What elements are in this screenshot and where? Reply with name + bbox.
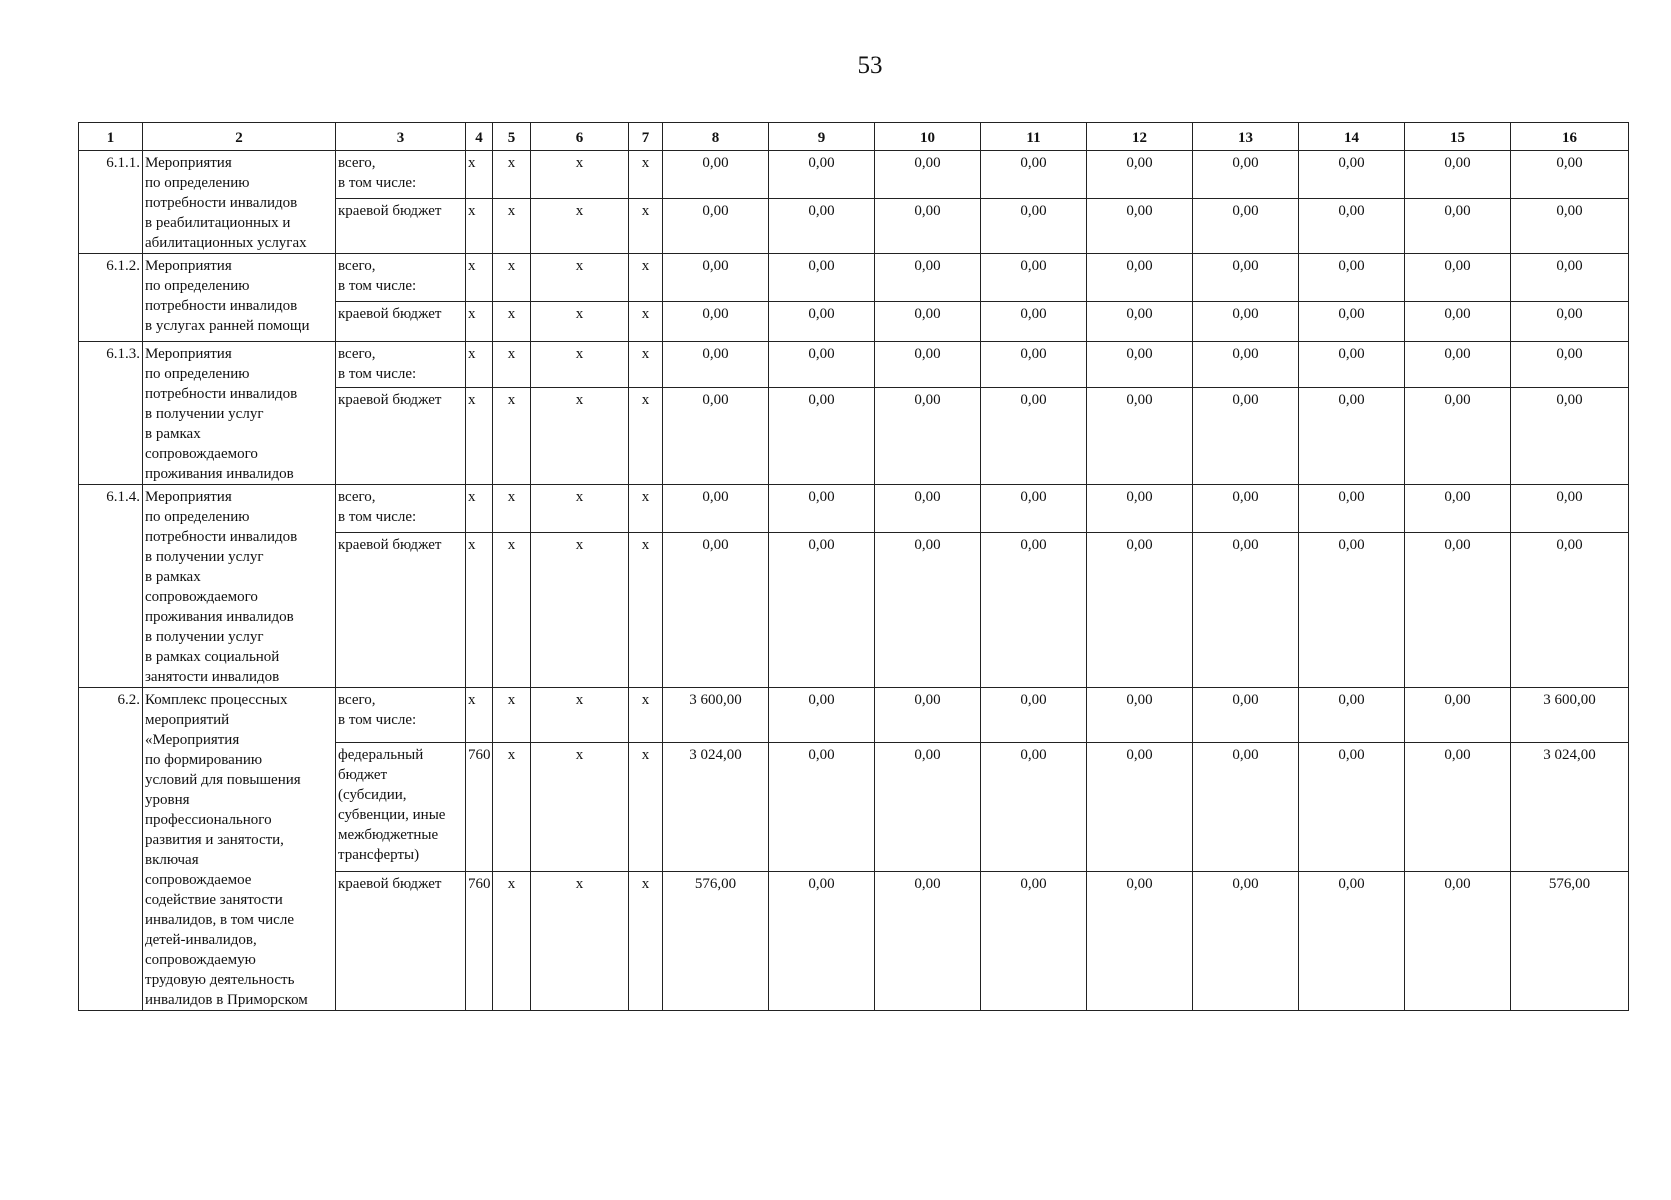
table-row xyxy=(79,688,1629,743)
amount-column-16: 0,00 xyxy=(1511,388,1629,485)
funding-source: всего, в том числе: xyxy=(336,151,466,199)
column-header-15: 15 xyxy=(1405,123,1511,151)
amount-column-10: 0,00 xyxy=(875,254,981,302)
amount-column-12: 0,00 xyxy=(1087,342,1193,388)
code-column-5: х xyxy=(493,388,531,485)
amount-column-13: 0,00 xyxy=(1193,151,1299,199)
column-header-13: 13 xyxy=(1193,123,1299,151)
column-number-row xyxy=(79,123,1629,151)
amount-column-16: 0,00 xyxy=(1511,342,1629,388)
amount-column-11: 0,00 xyxy=(981,302,1087,342)
code-column-6: х xyxy=(531,743,629,872)
amount-column-14: 0,00 xyxy=(1299,532,1405,687)
code-column-4: х xyxy=(466,485,493,533)
code-column-4: 760 xyxy=(466,743,493,872)
code-column-6: х xyxy=(531,342,629,388)
amount-column-9: 0,00 xyxy=(769,388,875,485)
amount-column-16: 0,00 xyxy=(1511,254,1629,302)
code-column-5: х xyxy=(493,532,531,687)
column-header-2: 2 xyxy=(143,123,336,151)
amount-column-11: 0,00 xyxy=(981,388,1087,485)
table-row xyxy=(79,485,1629,533)
amount-column-15: 0,00 xyxy=(1405,485,1511,533)
amount-column-9: 0,00 xyxy=(769,302,875,342)
amount-column-10: 0,00 xyxy=(875,743,981,872)
amount-column-9: 0,00 xyxy=(769,151,875,199)
amount-column-11: 0,00 xyxy=(981,198,1087,253)
code-column-6: х xyxy=(531,198,629,253)
column-header-8: 8 xyxy=(663,123,769,151)
amount-column-9: 0,00 xyxy=(769,871,875,1010)
amount-column-16: 0,00 xyxy=(1511,532,1629,687)
amount-column-9: 0,00 xyxy=(769,688,875,743)
code-column-6: х xyxy=(531,254,629,302)
amount-column-8: 0,00 xyxy=(663,342,769,388)
code-column-7: х xyxy=(629,485,663,533)
table-row xyxy=(79,254,1629,302)
amount-column-8: 3 600,00 xyxy=(663,688,769,743)
amount-column-15: 0,00 xyxy=(1405,532,1511,687)
column-header-11: 11 xyxy=(981,123,1087,151)
amount-column-13: 0,00 xyxy=(1193,532,1299,687)
amount-column-12: 0,00 xyxy=(1087,388,1193,485)
column-header-16: 16 xyxy=(1511,123,1629,151)
amount-column-11: 0,00 xyxy=(981,532,1087,687)
row-code: 6.1.3. xyxy=(79,342,143,485)
amount-column-15: 0,00 xyxy=(1405,302,1511,342)
code-column-4: х xyxy=(466,302,493,342)
code-column-5: х xyxy=(493,485,531,533)
code-column-4: х xyxy=(466,388,493,485)
code-column-7: х xyxy=(629,532,663,687)
amount-column-8: 576,00 xyxy=(663,871,769,1010)
activity-name: Комплекс процессных мероприятий «Мероприятия по формированию условий для повышения уровня профессионального развития и занятости, включая сопровождаемое содействие занятости инвалидов, в том числе детей-инвалидов, сопровождаемую трудовую деятельность инвалидов в Приморском xyxy=(143,688,336,1011)
amount-column-8: 0,00 xyxy=(663,485,769,533)
amount-column-10: 0,00 xyxy=(875,485,981,533)
amount-column-15: 0,00 xyxy=(1405,388,1511,485)
code-column-6: х xyxy=(531,388,629,485)
amount-column-8: 0,00 xyxy=(663,198,769,253)
amount-column-13: 0,00 xyxy=(1193,342,1299,388)
amount-column-15: 0,00 xyxy=(1405,342,1511,388)
amount-column-16: 3 600,00 xyxy=(1511,688,1629,743)
amount-column-13: 0,00 xyxy=(1193,198,1299,253)
amount-column-16: 0,00 xyxy=(1511,485,1629,533)
code-column-6: х xyxy=(531,871,629,1010)
amount-column-14: 0,00 xyxy=(1299,743,1405,872)
column-header-1: 1 xyxy=(79,123,143,151)
funding-source: всего, в том числе: xyxy=(336,485,466,533)
activity-name: Мероприятия по определению потребности инвалидов в получении услуг в рамках сопровождаемого проживания инвалидов xyxy=(143,342,336,485)
code-column-4: х xyxy=(466,688,493,743)
amount-column-16: 0,00 xyxy=(1511,198,1629,253)
amount-column-10: 0,00 xyxy=(875,198,981,253)
amount-column-11: 0,00 xyxy=(981,743,1087,872)
funding-source: всего, в том числе: xyxy=(336,342,466,388)
funding-source: краевой бюджет xyxy=(336,388,466,485)
funding-source: краевой бюджет xyxy=(336,198,466,253)
amount-column-16: 0,00 xyxy=(1511,151,1629,199)
column-header-9: 9 xyxy=(769,123,875,151)
amount-column-10: 0,00 xyxy=(875,302,981,342)
amount-column-8: 3 024,00 xyxy=(663,743,769,872)
amount-column-11: 0,00 xyxy=(981,871,1087,1010)
amount-column-12: 0,00 xyxy=(1087,743,1193,872)
amount-column-9: 0,00 xyxy=(769,485,875,533)
column-header-6: 6 xyxy=(531,123,629,151)
code-column-4: х xyxy=(466,342,493,388)
amount-column-11: 0,00 xyxy=(981,485,1087,533)
amount-column-12: 0,00 xyxy=(1087,302,1193,342)
code-column-7: х xyxy=(629,342,663,388)
table-body xyxy=(79,151,1629,1011)
code-column-4: х xyxy=(466,151,493,199)
amount-column-14: 0,00 xyxy=(1299,871,1405,1010)
code-column-7: х xyxy=(629,151,663,199)
code-column-6: х xyxy=(531,302,629,342)
code-column-6: х xyxy=(531,532,629,687)
table-row xyxy=(79,151,1629,199)
code-column-7: х xyxy=(629,302,663,342)
amount-column-8: 0,00 xyxy=(663,388,769,485)
code-column-5: х xyxy=(493,743,531,872)
row-code: 6.1.1. xyxy=(79,151,143,254)
amount-column-9: 0,00 xyxy=(769,342,875,388)
code-column-7: х xyxy=(629,871,663,1010)
amount-column-9: 0,00 xyxy=(769,254,875,302)
amount-column-8: 0,00 xyxy=(663,532,769,687)
amount-column-14: 0,00 xyxy=(1299,302,1405,342)
funding-source: краевой бюджет xyxy=(336,302,466,342)
column-header-3: 3 xyxy=(336,123,466,151)
row-code: 6.2. xyxy=(79,688,143,1011)
amount-column-10: 0,00 xyxy=(875,532,981,687)
table-row xyxy=(79,342,1629,388)
amount-column-14: 0,00 xyxy=(1299,688,1405,743)
amount-column-13: 0,00 xyxy=(1193,302,1299,342)
column-header-4: 4 xyxy=(466,123,493,151)
amount-column-9: 0,00 xyxy=(769,532,875,687)
amount-column-8: 0,00 xyxy=(663,302,769,342)
amount-column-16: 0,00 xyxy=(1511,302,1629,342)
amount-column-10: 0,00 xyxy=(875,388,981,485)
amount-column-9: 0,00 xyxy=(769,198,875,253)
code-column-4: х xyxy=(466,532,493,687)
column-header-5: 5 xyxy=(493,123,531,151)
activity-name: Мероприятия по определению потребности инвалидов в реабилитационных и абилитационных услугах xyxy=(143,151,336,254)
amount-column-11: 0,00 xyxy=(981,254,1087,302)
amount-column-16: 3 024,00 xyxy=(1511,743,1629,872)
amount-column-14: 0,00 xyxy=(1299,485,1405,533)
row-code: 6.1.2. xyxy=(79,254,143,342)
amount-column-12: 0,00 xyxy=(1087,688,1193,743)
column-header-10: 10 xyxy=(875,123,981,151)
funding-source: федеральный бюджет (субсидии, субвенции, иные межбюджетные трансферты) xyxy=(336,743,466,872)
column-header-7: 7 xyxy=(629,123,663,151)
code-column-5: х xyxy=(493,688,531,743)
row-code: 6.1.4. xyxy=(79,485,143,688)
amount-column-12: 0,00 xyxy=(1087,198,1193,253)
amount-column-15: 0,00 xyxy=(1405,254,1511,302)
amount-column-11: 0,00 xyxy=(981,688,1087,743)
amount-column-12: 0,00 xyxy=(1087,151,1193,199)
column-header-14: 14 xyxy=(1299,123,1405,151)
amount-column-12: 0,00 xyxy=(1087,254,1193,302)
amount-column-15: 0,00 xyxy=(1405,151,1511,199)
code-column-4: х xyxy=(466,198,493,253)
code-column-7: х xyxy=(629,388,663,485)
amount-column-13: 0,00 xyxy=(1193,871,1299,1010)
funding-source: всего, в том числе: xyxy=(336,688,466,743)
amount-column-10: 0,00 xyxy=(875,342,981,388)
code-column-6: х xyxy=(531,688,629,743)
code-column-5: х xyxy=(493,254,531,302)
amount-column-14: 0,00 xyxy=(1299,342,1405,388)
code-column-7: х xyxy=(629,743,663,872)
code-column-5: х xyxy=(493,342,531,388)
code-column-4: х xyxy=(466,254,493,302)
activity-name: Мероприятия по определению потребности инвалидов в получении услуг в рамках сопровождаемого проживания инвалидов в получении услуг в рамках социальной занятости инвалидов xyxy=(143,485,336,688)
amount-column-13: 0,00 xyxy=(1193,254,1299,302)
amount-column-16: 576,00 xyxy=(1511,871,1629,1010)
amount-column-11: 0,00 xyxy=(981,342,1087,388)
amount-column-13: 0,00 xyxy=(1193,688,1299,743)
budget-table xyxy=(78,122,1629,1011)
amount-column-8: 0,00 xyxy=(663,151,769,199)
amount-column-10: 0,00 xyxy=(875,688,981,743)
amount-column-12: 0,00 xyxy=(1087,485,1193,533)
amount-column-12: 0,00 xyxy=(1087,871,1193,1010)
amount-column-8: 0,00 xyxy=(663,254,769,302)
amount-column-12: 0,00 xyxy=(1087,532,1193,687)
column-header-12: 12 xyxy=(1087,123,1193,151)
amount-column-15: 0,00 xyxy=(1405,871,1511,1010)
amount-column-15: 0,00 xyxy=(1405,688,1511,743)
code-column-7: х xyxy=(629,198,663,253)
amount-column-13: 0,00 xyxy=(1193,743,1299,872)
code-column-6: х xyxy=(531,485,629,533)
amount-column-13: 0,00 xyxy=(1193,388,1299,485)
funding-source: краевой бюджет xyxy=(336,532,466,687)
funding-source: всего, в том числе: xyxy=(336,254,466,302)
code-column-5: х xyxy=(493,198,531,253)
amount-column-14: 0,00 xyxy=(1299,198,1405,253)
page-number: 53 xyxy=(857,52,883,79)
amount-column-14: 0,00 xyxy=(1299,388,1405,485)
code-column-5: х xyxy=(493,151,531,199)
amount-column-14: 0,00 xyxy=(1299,151,1405,199)
amount-column-15: 0,00 xyxy=(1405,198,1511,253)
amount-column-15: 0,00 xyxy=(1405,743,1511,872)
code-column-5: х xyxy=(493,871,531,1010)
code-column-7: х xyxy=(629,254,663,302)
amount-column-10: 0,00 xyxy=(875,871,981,1010)
amount-column-9: 0,00 xyxy=(769,743,875,872)
activity-name: Мероприятия по определению потребности инвалидов в услугах ранней помощи xyxy=(143,254,336,342)
amount-column-10: 0,00 xyxy=(875,151,981,199)
code-column-6: х xyxy=(531,151,629,199)
amount-column-13: 0,00 xyxy=(1193,485,1299,533)
amount-column-14: 0,00 xyxy=(1299,254,1405,302)
amount-column-11: 0,00 xyxy=(981,151,1087,199)
code-column-4: 760 xyxy=(466,871,493,1010)
code-column-7: х xyxy=(629,688,663,743)
funding-source: краевой бюджет xyxy=(336,871,466,1010)
code-column-5: х xyxy=(493,302,531,342)
